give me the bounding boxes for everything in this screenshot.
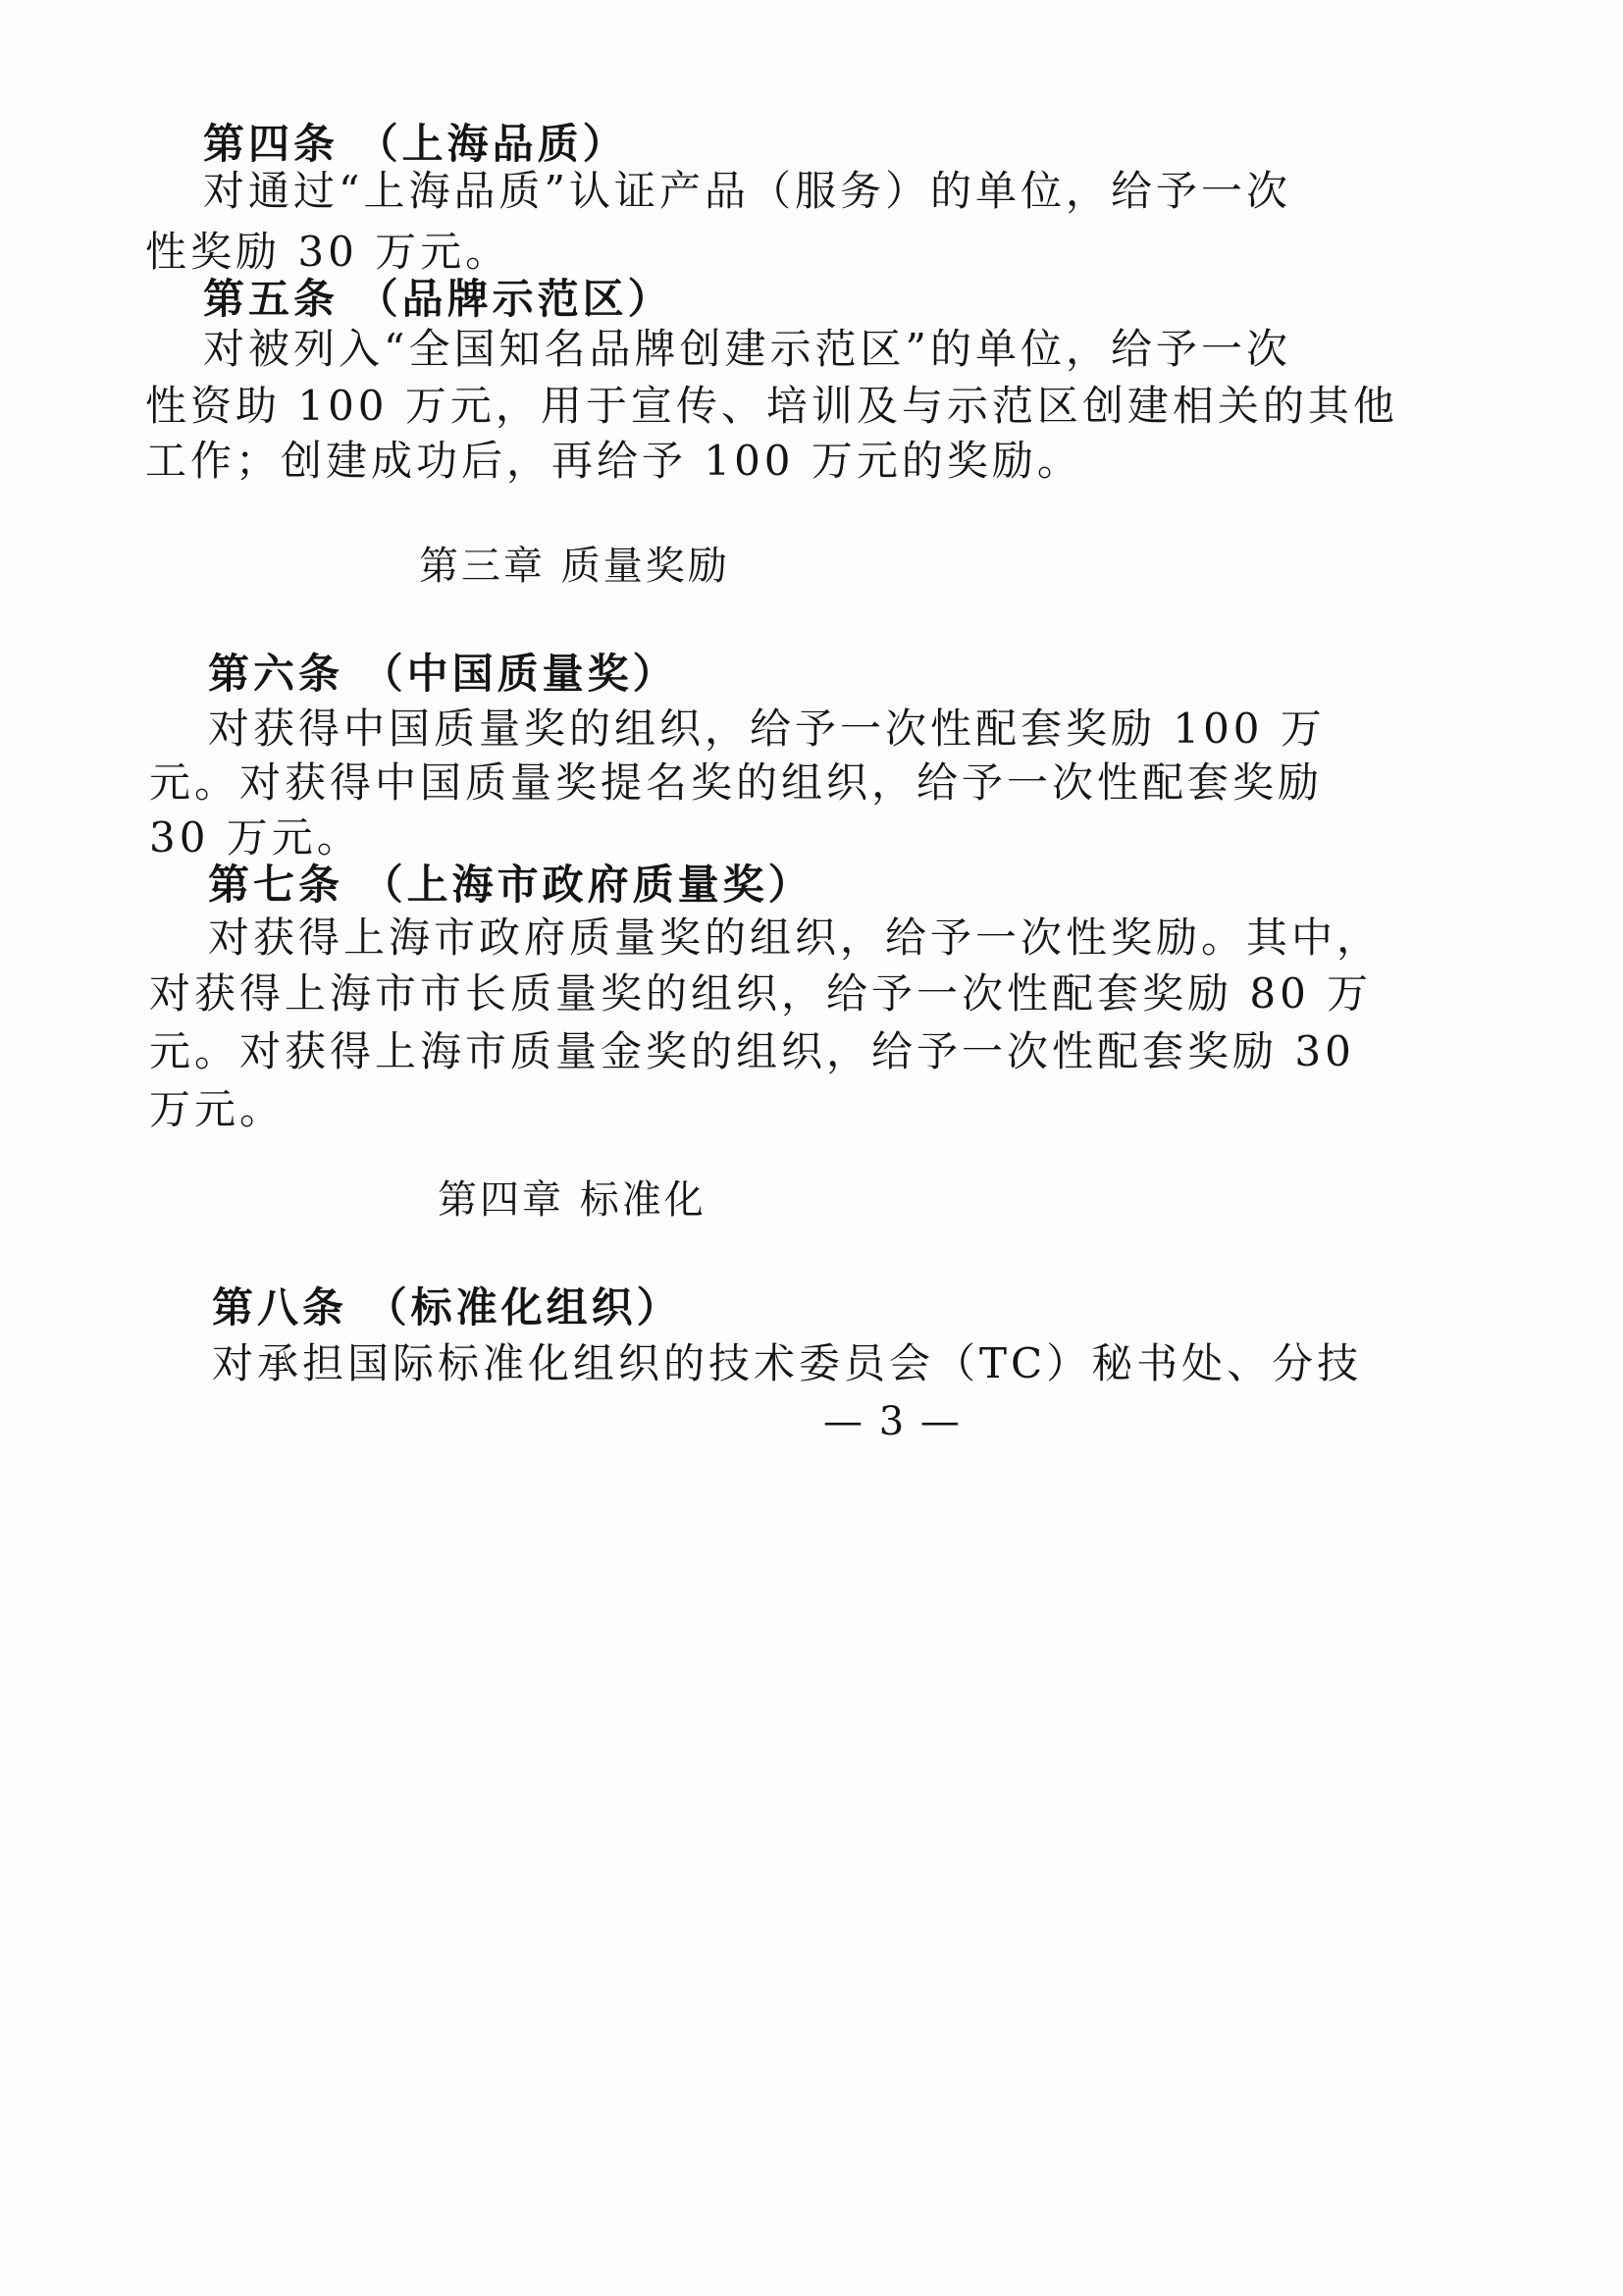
article-8-heading: 第八条 （标准化组织） (212, 1283, 682, 1331)
article-6-text-line-3: 30 万元。 (149, 813, 362, 861)
article-8-text-line-1: 对承担国际标准化组织的技术委员会（TC）秘书处、分技 (212, 1339, 1363, 1387)
article-5-text-line-3: 工作；创建成功后，再给予 100 万元的奖励。 (145, 437, 1082, 485)
article-4-text-line-1: 对通过“上海品质”认证产品（服务）的单位，给予一次 (203, 167, 1291, 215)
article-6-text-line-2: 元。对获得中国质量奖提名奖的组织，给予一次性配套奖励 (149, 758, 1324, 807)
article-7-text-line-1: 对获得上海市政府质量奖的组织，给予一次性奖励。其中， (208, 913, 1383, 962)
page-number: — 3 — (823, 1399, 962, 1444)
chapter-4-heading: 第四章 标准化 (438, 1177, 707, 1223)
article-5-heading: 第五条 （品牌示范区） (203, 275, 673, 323)
article-4-heading: 第四条 （上海品质） (203, 120, 628, 168)
article-5-text-line-2: 性资助 100 万元，用于宣传、培训及与示范区创建相关的其他 (145, 382, 1398, 430)
article-7-heading: 第七条 （上海市政府质量奖） (208, 861, 813, 909)
chapter-3-heading: 第三章 质量奖励 (419, 544, 730, 589)
article-7-text-line-3: 元。对获得上海市质量金奖的组织，给予一次性配套奖励 30 (149, 1027, 1355, 1075)
article-7-text-line-2: 对获得上海市市长质量奖的组织，给予一次性配套奖励 80 万 (149, 969, 1373, 1018)
article-4-text-line-2: 性奖励 30 万元。 (145, 228, 511, 276)
article-6-text-line-1: 对获得中国质量奖的组织，给予一次性配套奖励 100 万 (208, 704, 1326, 753)
article-5-text-line-1: 对被列入“全国知名品牌创建示范区”的单位，给予一次 (203, 325, 1291, 373)
article-6-heading: 第六条 （中国质量奖） (208, 650, 678, 698)
article-7-text-line-4: 万元。 (149, 1085, 286, 1133)
